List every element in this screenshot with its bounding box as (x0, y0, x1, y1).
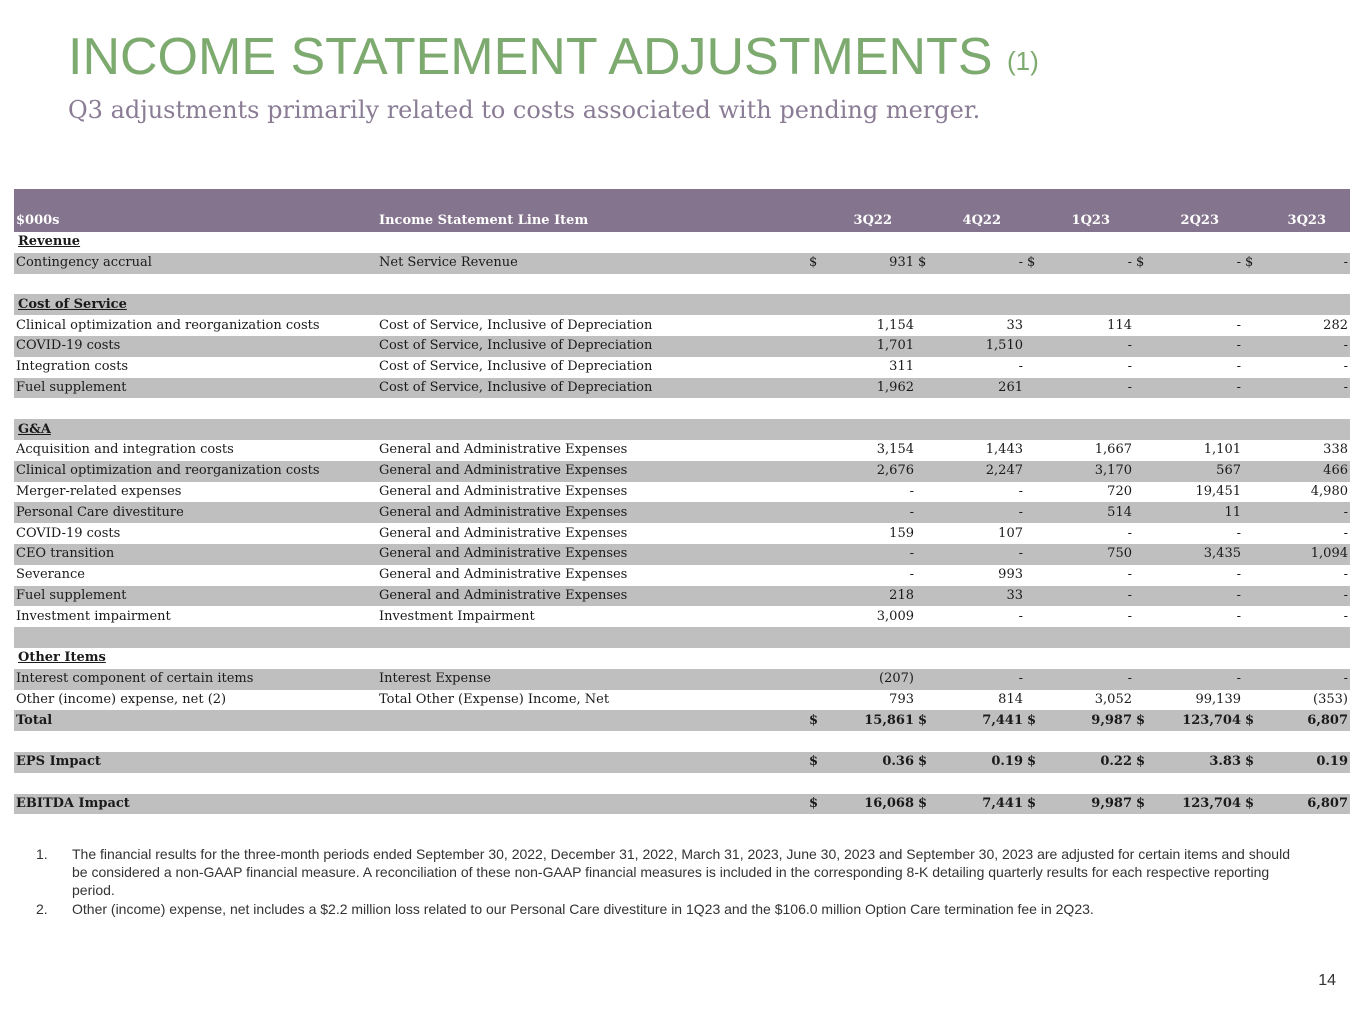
currency-symbol (807, 586, 829, 607)
value-cell: 993 (998, 567, 1023, 583)
value-cell: - (1127, 255, 1132, 271)
value-cell: 1,701 (876, 338, 914, 354)
section-label: Other Items (18, 650, 106, 666)
currency-symbol (1134, 378, 1156, 399)
row-label: Interest component of certain items (16, 671, 254, 687)
row-label: Personal Care divestiture (16, 504, 184, 520)
currency-symbol (1134, 523, 1156, 544)
row-line-item (377, 794, 807, 815)
row-line-item: General and Administrative Expenses (379, 546, 628, 562)
row-label: Investment impairment (16, 608, 171, 624)
spacer-row (14, 731, 1350, 752)
currency-symbol: $ (1027, 712, 1037, 728)
value-cell: - (1127, 359, 1132, 375)
currency-symbol (1243, 378, 1265, 399)
value-cell: 19,451 (1195, 483, 1241, 499)
currency-symbol (916, 544, 938, 565)
currency-symbol (1025, 669, 1047, 690)
value-cell: - (1236, 359, 1241, 375)
currency-symbol: $ (1136, 712, 1146, 728)
row-line-item (377, 710, 807, 731)
currency-symbol (1243, 544, 1265, 565)
row-line-item: Total Other (Expense) Income, Net (379, 691, 610, 707)
value-cell: - (1343, 359, 1348, 375)
currency-symbol (916, 357, 938, 378)
value-cell: 261 (998, 379, 1023, 395)
currency-symbol (916, 482, 938, 503)
currency-symbol (1243, 669, 1265, 690)
currency-symbol (916, 565, 938, 586)
value-cell: - (1236, 671, 1241, 687)
title-footnote-marker: (1) (1006, 46, 1039, 76)
value-cell: 3.83 (1209, 754, 1241, 770)
value-cell: 99,139 (1195, 691, 1241, 707)
value-cell: - (909, 567, 914, 583)
section-label: Cost of Service (18, 296, 127, 312)
currency-symbol (1243, 440, 1265, 461)
currency-symbol: $ (1027, 754, 1037, 770)
currency-symbol (1243, 461, 1265, 482)
currency-symbol (1243, 502, 1265, 523)
total-row (14, 752, 1350, 773)
value-cell: 1,667 (1094, 442, 1132, 458)
currency-symbol (807, 669, 829, 690)
currency-symbol: $ (918, 795, 928, 811)
value-cell: 123,704 (1182, 795, 1241, 811)
currency-symbol: $ (809, 712, 819, 728)
value-cell: - (1018, 608, 1023, 624)
row-line-item: Cost of Service, Inclusive of Depreciation (379, 317, 653, 333)
value-cell: - (1236, 567, 1241, 583)
row-line-item: Net Service Revenue (379, 255, 518, 271)
currency-symbol (1025, 523, 1047, 544)
row-label: EBITDA Impact (16, 795, 130, 811)
row-line-item: General and Administrative Expenses (379, 442, 628, 458)
currency-symbol (1025, 690, 1047, 711)
value-cell: - (1343, 338, 1348, 354)
currency-symbol (1025, 461, 1047, 482)
currency-symbol (1243, 690, 1265, 711)
row-label: Other (income) expense, net (2) (16, 691, 227, 707)
currency-symbol (1025, 357, 1047, 378)
currency-symbol (807, 440, 829, 461)
currency-symbol (1243, 357, 1265, 378)
currency-symbol (1134, 690, 1156, 711)
value-cell: - (1127, 587, 1132, 603)
income-statement-adjustments-table (14, 189, 1350, 814)
row-line-item: Cost of Service, Inclusive of Depreciation (379, 338, 653, 354)
row-label: Fuel supplement (16, 587, 127, 603)
row-label: Contingency accrual (16, 255, 152, 271)
col-header-4q22: 4Q22 (962, 213, 1001, 228)
section-label: G&A (18, 421, 51, 437)
value-cell: 0.19 (991, 754, 1023, 770)
table-row (14, 440, 1350, 461)
value-cell: - (1018, 546, 1023, 562)
value-cell: - (1018, 504, 1023, 520)
row-label: Merger-related expenses (16, 483, 182, 499)
value-cell: - (1127, 608, 1132, 624)
value-cell: - (1127, 525, 1132, 541)
table-row (14, 253, 1350, 274)
currency-symbol (1134, 315, 1156, 336)
value-cell: 1,443 (985, 442, 1023, 458)
value-cell: 0.22 (1100, 754, 1132, 770)
table-row (14, 502, 1350, 523)
row-line-item: General and Administrative Expenses (379, 587, 628, 603)
spacer-cell (14, 398, 1350, 419)
currency-symbol (1025, 544, 1047, 565)
value-cell: - (1236, 587, 1241, 603)
page-title: INCOME STATEMENT ADJUSTMENTS $^{(1)}$ (68, 28, 1039, 86)
currency-symbol: $ (1245, 712, 1255, 728)
currency-symbol (1134, 669, 1156, 690)
value-cell: 1,154 (876, 317, 914, 333)
table-row (14, 315, 1350, 336)
spacer-row (14, 773, 1350, 794)
row-label: Acquisition and integration costs (16, 442, 234, 458)
table-row (14, 461, 1350, 482)
currency-symbol (1134, 565, 1156, 586)
value-cell: 0.19 (1316, 754, 1348, 770)
spacer-row (14, 398, 1350, 419)
table-row (14, 586, 1350, 607)
value-cell: 114 (1107, 317, 1132, 333)
currency-symbol (916, 378, 938, 399)
value-cell: 123,704 (1182, 712, 1241, 728)
currency-symbol: $ (1245, 754, 1255, 770)
currency-symbol: $ (809, 754, 819, 770)
value-cell: - (909, 504, 914, 520)
currency-symbol (916, 586, 938, 607)
value-cell: - (1343, 504, 1348, 520)
currency-symbol (807, 523, 829, 544)
currency-symbol (916, 502, 938, 523)
value-cell: (353) (1313, 691, 1348, 707)
currency-symbol: $ (809, 795, 819, 811)
row-label: Fuel supplement (16, 379, 127, 395)
currency-symbol (1134, 440, 1156, 461)
currency-symbol (916, 315, 938, 336)
currency-symbol (1025, 502, 1047, 523)
currency-symbol (1025, 565, 1047, 586)
value-cell: (207) (879, 671, 914, 687)
value-cell: 1,962 (876, 379, 914, 395)
value-cell: 3,435 (1203, 546, 1241, 562)
row-line-item: General and Administrative Expenses (379, 483, 628, 499)
value-cell: - (1127, 567, 1132, 583)
currency-symbol: $ (1136, 754, 1146, 770)
col-header-units: $000s (16, 213, 60, 228)
value-cell: - (1018, 671, 1023, 687)
currency-symbol (1025, 315, 1047, 336)
value-cell: 338 (1323, 442, 1348, 458)
currency-symbol: $ (1245, 255, 1254, 271)
col-header-line-item: Income Statement Line Item (379, 213, 589, 228)
col-header-1q23: 1Q23 (1071, 213, 1110, 228)
value-cell: - (1343, 567, 1348, 583)
row-label: COVID-19 costs (16, 525, 121, 541)
value-cell: - (1343, 671, 1348, 687)
currency-symbol: $ (918, 712, 928, 728)
currency-symbol: $ (1245, 795, 1255, 811)
value-cell: 9,987 (1091, 795, 1132, 811)
footnote-2: 2. Other (income) expense, net includes a $2.2 million loss related to our Personal Care divestiture in 1Q23 and the $106.0 million Option Care termination fee in 2Q23. (36, 901, 1094, 917)
currency-symbol (807, 378, 829, 399)
value-cell: 2,676 (876, 463, 914, 479)
value-cell: 3,154 (876, 442, 914, 458)
currency-symbol (807, 690, 829, 711)
value-cell: 16,068 (864, 795, 914, 811)
currency-symbol (1025, 586, 1047, 607)
value-cell: 567 (1216, 463, 1241, 479)
value-cell: 11 (1224, 504, 1241, 520)
section-header-row (14, 294, 1350, 315)
value-cell: 282 (1323, 317, 1348, 333)
currency-symbol (1134, 502, 1156, 523)
section-header-row (14, 648, 1350, 669)
value-cell: - (1236, 379, 1241, 395)
table-row (14, 690, 1350, 711)
table-row (14, 669, 1350, 690)
spacer-cell (14, 627, 1350, 648)
page-subtitle: Q3 adjustments primarily related to costs associated with pending merger. (68, 96, 981, 124)
table-row (14, 482, 1350, 503)
value-cell: - (1343, 379, 1348, 395)
currency-symbol (916, 669, 938, 690)
row-line-item (377, 752, 807, 773)
row-line-item: General and Administrative Expenses (379, 463, 628, 479)
row-line-item: General and Administrative Expenses (379, 567, 628, 583)
row-line-item: Interest Expense (379, 671, 491, 687)
table-row (14, 544, 1350, 565)
value-cell: 0.36 (882, 754, 914, 770)
currency-symbol (807, 482, 829, 503)
table-row (14, 357, 1350, 378)
currency-symbol (807, 544, 829, 565)
value-cell: 311 (889, 359, 914, 375)
value-cell: 15,861 (864, 712, 914, 728)
currency-symbol: $ (1136, 255, 1145, 271)
row-line-item: Cost of Service, Inclusive of Depreciation (379, 379, 653, 395)
currency-symbol: $ (918, 255, 927, 271)
value-cell: 466 (1323, 463, 1348, 479)
value-cell: 793 (889, 691, 914, 707)
currency-symbol: $ (1027, 255, 1036, 271)
currency-symbol (1025, 482, 1047, 503)
row-label: Clinical optimization and reorganization costs (16, 317, 320, 333)
value-cell: - (1343, 255, 1348, 271)
page-number: 14 (1318, 972, 1336, 989)
row-label: Integration costs (16, 359, 129, 375)
value-cell: 6,807 (1307, 712, 1348, 728)
value-cell: - (1127, 671, 1132, 687)
value-cell: 107 (998, 525, 1023, 541)
currency-symbol (1134, 606, 1156, 627)
value-cell: 814 (998, 691, 1023, 707)
currency-symbol (1025, 440, 1047, 461)
currency-symbol (1243, 482, 1265, 503)
currency-symbol (1134, 357, 1156, 378)
currency-symbol (1134, 482, 1156, 503)
currency-symbol (1243, 315, 1265, 336)
row-line-item: Investment Impairment (379, 608, 535, 624)
total-row (14, 794, 1350, 815)
value-cell: 3,009 (876, 608, 914, 624)
currency-symbol (807, 461, 829, 482)
value-cell: 1,510 (985, 338, 1023, 354)
currency-symbol (1243, 565, 1265, 586)
value-cell: 7,441 (982, 795, 1023, 811)
table-header-row (14, 189, 1350, 232)
currency-symbol (1243, 523, 1265, 544)
value-cell: 750 (1107, 546, 1132, 562)
spacer-cell (14, 274, 1350, 295)
value-cell: 514 (1107, 504, 1132, 520)
table-row (14, 336, 1350, 357)
table-row (14, 378, 1350, 399)
value-cell: 4,980 (1310, 483, 1348, 499)
row-label: COVID-19 costs (16, 338, 121, 354)
currency-symbol: $ (1136, 795, 1146, 811)
footnotes (36, 845, 1296, 919)
value-cell: - (1127, 338, 1132, 354)
value-cell: - (909, 483, 914, 499)
value-cell: 218 (889, 587, 914, 603)
value-cell: - (1343, 525, 1348, 541)
currency-symbol (1025, 336, 1047, 357)
col-header-3q22: 3Q22 (853, 213, 892, 228)
col-header-3q23: 3Q23 (1287, 213, 1326, 228)
value-cell: - (1018, 255, 1023, 271)
currency-symbol (916, 523, 938, 544)
value-cell: - (1343, 608, 1348, 624)
value-cell: 720 (1107, 483, 1132, 499)
currency-symbol (916, 461, 938, 482)
currency-symbol: $ (918, 754, 928, 770)
value-cell: 3,170 (1094, 463, 1132, 479)
row-label: Total (16, 712, 53, 728)
currency-symbol: $ (809, 255, 818, 271)
value-cell: - (1236, 317, 1241, 333)
value-cell: - (1236, 525, 1241, 541)
currency-symbol (1243, 586, 1265, 607)
row-line-item: General and Administrative Expenses (379, 525, 628, 541)
value-cell: - (909, 546, 914, 562)
currency-symbol (807, 336, 829, 357)
value-cell: 9,987 (1091, 712, 1132, 728)
value-cell: - (1018, 359, 1023, 375)
currency-symbol (807, 315, 829, 336)
currency-symbol (807, 565, 829, 586)
value-cell: 2,247 (985, 463, 1023, 479)
value-cell: - (1236, 608, 1241, 624)
currency-symbol (916, 690, 938, 711)
section-header-row (14, 419, 1350, 440)
value-cell: 1,101 (1203, 442, 1241, 458)
row-label: Severance (16, 567, 85, 583)
currency-symbol (916, 336, 938, 357)
currency-symbol (1025, 378, 1047, 399)
table-row (14, 565, 1350, 586)
currency-symbol (916, 440, 938, 461)
currency-symbol (807, 606, 829, 627)
value-cell: - (1343, 587, 1348, 603)
row-line-item: General and Administrative Expenses (379, 504, 628, 520)
table-row (14, 606, 1350, 627)
col-header-2q23: 2Q23 (1180, 213, 1219, 228)
row-label: Clinical optimization and reorganization costs (16, 463, 320, 479)
section-header-row (14, 232, 1350, 253)
value-cell: 7,441 (982, 712, 1023, 728)
currency-symbol (807, 357, 829, 378)
value-cell: - (1018, 483, 1023, 499)
currency-symbol (1134, 461, 1156, 482)
currency-symbol (916, 606, 938, 627)
spacer-cell (14, 773, 1350, 794)
value-cell: 6,807 (1307, 795, 1348, 811)
currency-symbol: $ (1027, 795, 1037, 811)
value-cell: 159 (889, 525, 914, 541)
spacer-cell (14, 731, 1350, 752)
table-row (14, 523, 1350, 544)
currency-symbol (1025, 606, 1047, 627)
value-cell: - (1236, 338, 1241, 354)
value-cell: 931 (889, 255, 914, 271)
spacer-row (14, 627, 1350, 648)
currency-symbol (1243, 606, 1265, 627)
row-label: CEO transition (16, 546, 115, 562)
value-cell: 33 (1006, 587, 1023, 603)
row-line-item: Cost of Service, Inclusive of Depreciation (379, 359, 653, 375)
spacer-row (14, 274, 1350, 295)
currency-symbol (1243, 336, 1265, 357)
table-body (14, 232, 1350, 814)
value-cell: 3,052 (1094, 691, 1132, 707)
value-cell: - (1127, 379, 1132, 395)
value-cell: 1,094 (1310, 546, 1348, 562)
total-row (14, 710, 1350, 731)
value-cell: 33 (1006, 317, 1023, 333)
section-label: Revenue (18, 234, 81, 250)
currency-symbol (1134, 336, 1156, 357)
currency-symbol (807, 502, 829, 523)
row-label: EPS Impact (16, 754, 101, 770)
currency-symbol (1134, 544, 1156, 565)
currency-symbol (1134, 586, 1156, 607)
footnote-1: 1. The financial results for the three-month periods ended September 30, 2022, December 31, 2022, March 31, 2023, June 30, 2023 and September 30, 2023 are adjusted for certain items and should be considered a non-GAAP financial measure. A reconciliation of these non-GAAP financial measures is included in the corresponding 8-K detailing quarterly results for each respective reporting period. (36, 846, 1290, 898)
value-cell: - (1236, 255, 1241, 271)
